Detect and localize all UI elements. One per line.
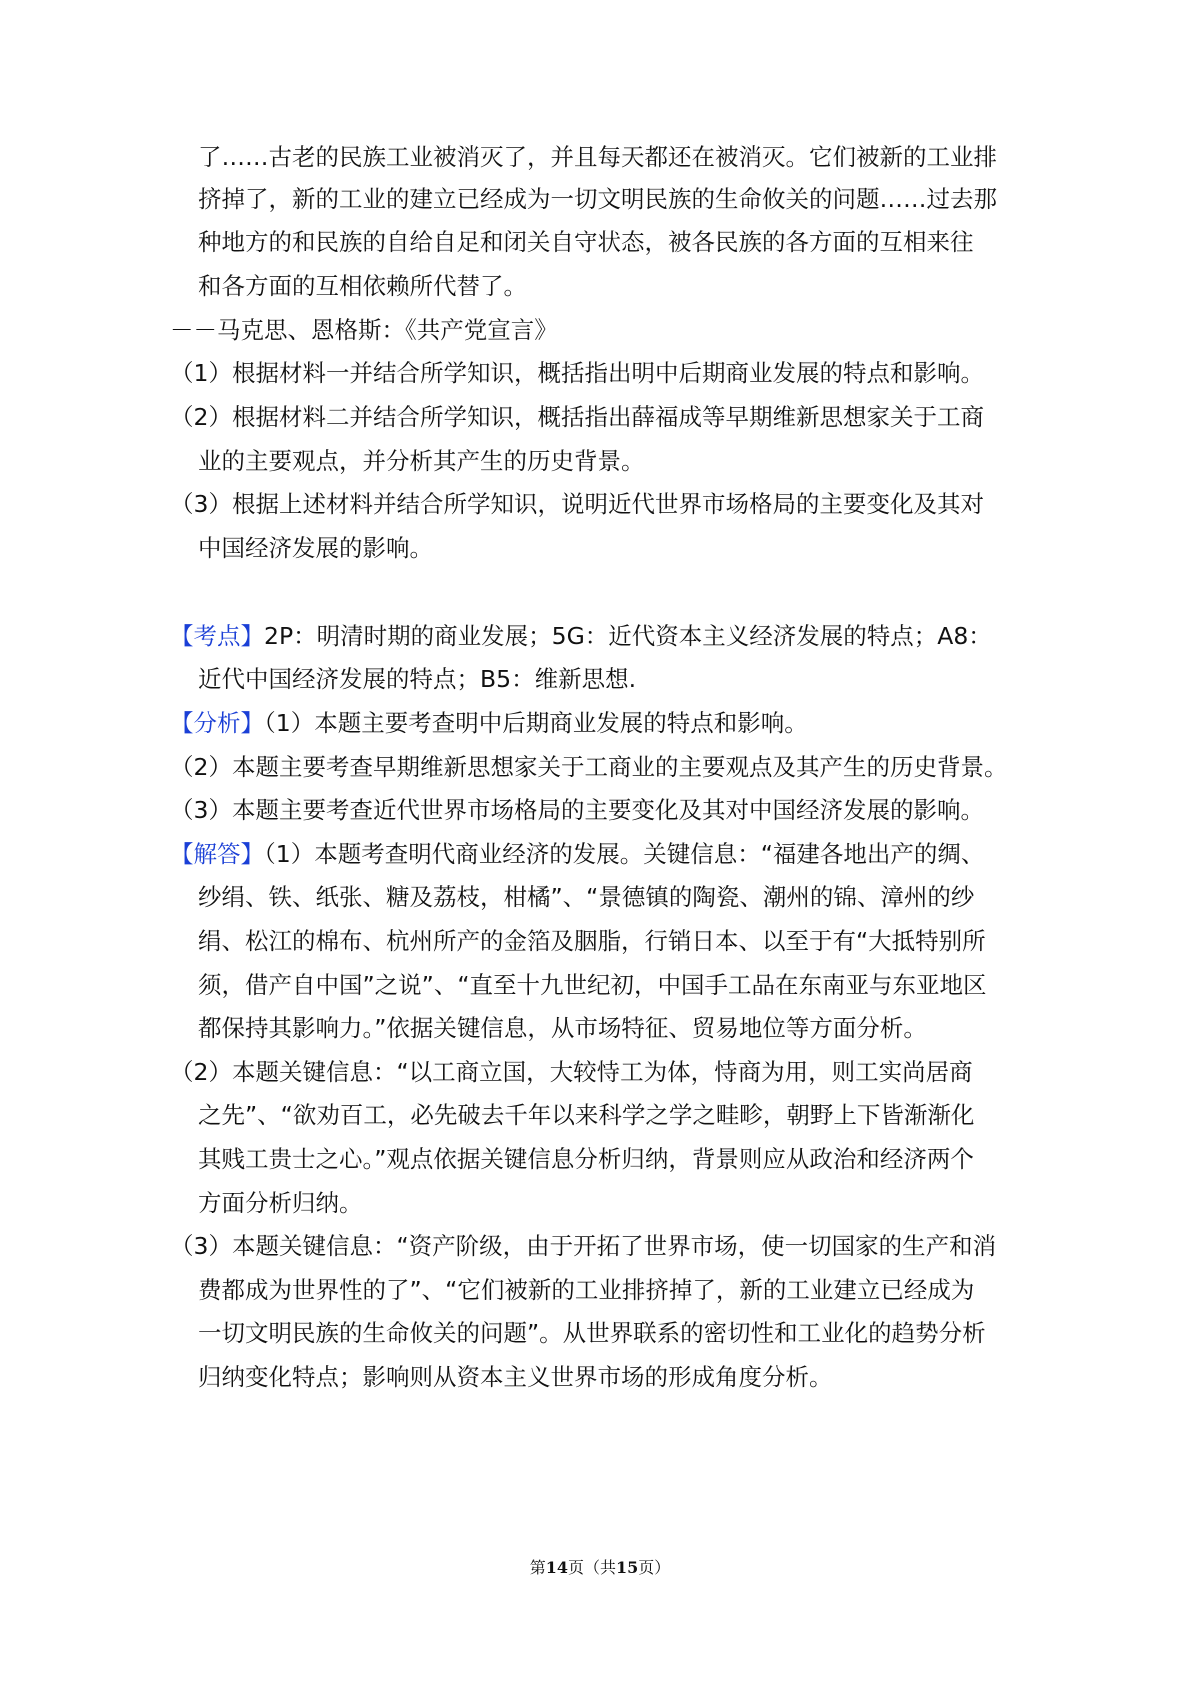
kaodian-text: 近代中国经济发展的特点；B5：维新思想.: [198, 665, 637, 693]
fenxi-section: [170, 699, 808, 747]
total-page-number: 15: [616, 1558, 639, 1577]
jieda-text: （1）本题考查明代商业经济的发展。关键信息：“福建各地出产的绸、: [264, 840, 985, 868]
jieda-text: 纱绢、铁、纸张、糖及荔枝，柑橘”、“景德镇的陶瓷、潮州的锦、漳州的纱: [198, 883, 975, 911]
kaodian-section: [170, 612, 992, 660]
fenxi-text: （2）本题主要考查早期维新思想家关于工商业的主要观点及其产生的历史背景。: [170, 753, 1008, 781]
jieda-text: （2）本题关键信息：“以工商立国，大较恃工为体，恃商为用，则工实尚居商: [170, 1058, 973, 1086]
jieda-text: 其贱工贵士之心。”观点依据关键信息分析归纳，背景则应从政治和经济两个: [198, 1145, 974, 1173]
footer-suffix: 页）: [638, 1558, 671, 1577]
material-line: 种地方的和民族的自给自足和闭关自守状态，被各民族的各方面的互相来往: [198, 228, 974, 256]
material-line: 了……古老的民族工业被消灭了，并且每天都还在被消灭。它们被新的工业排: [198, 143, 997, 171]
fenxi-text: （1）本题主要考查明中后期商业发展的特点和影响。: [264, 709, 808, 737]
kaodian-tag: 【考点】: [170, 622, 264, 650]
question-2-line: 业的主要观点，并分析其产生的历史背景。: [198, 447, 645, 475]
current-page-number: 14: [545, 1558, 568, 1577]
material-line: 和各方面的互相依赖所代替了。: [198, 272, 527, 300]
jieda-text: （3）本题关键信息：“资产阶级，由于开拓了世界市场，使一切国家的生产和消: [170, 1232, 997, 1260]
jieda-text: 之先”、“欲劝百工，必先破去千年以来科学之学之畦畛，朝野上下皆渐渐化: [198, 1101, 975, 1129]
jieda-text: 费都成为世界性的了”、“它们被新的工业排挤掉了，新的工业建立已经成为: [198, 1276, 975, 1304]
page-footer: [0, 1556, 1200, 1580]
question-1: （1）根据材料一并结合所学知识，概括指出明中后期商业发展的特点和影响。: [170, 359, 984, 387]
fenxi-tag: 【分析】: [170, 709, 264, 737]
footer-prefix: 第: [529, 1558, 546, 1577]
question-3-line: （3）根据上述材料并结合所学知识，说明近代世界市场格局的主要变化及其对: [170, 490, 984, 518]
jieda-text: 绢、松江的棉布、杭州所产的金箔及胭脂，行销日本、以至于有“大抵特别所: [198, 927, 986, 955]
jieda-text: 一切文明民族的生命攸关的问题”。从世界联系的密切性和工业化的趋势分析: [198, 1319, 986, 1347]
fenxi-text: （3）本题主要考查近代世界市场格局的主要变化及其对中国经济发展的影响。: [170, 796, 984, 824]
question-3-line: 中国经济发展的影响。: [198, 534, 433, 562]
question-2-line: （2）根据材料二并结合所学知识，概括指出薛福成等早期维新思想家关于工商: [170, 403, 984, 431]
jieda-section: [170, 830, 984, 878]
jieda-tag: 【解答】: [170, 840, 264, 868]
jieda-text: 都保持其影响力。”依据关键信息，从市场特征、贸易地位等方面分析。: [198, 1014, 927, 1042]
kaodian-text: 2P：明清时期的商业发展；5G：近代资本主义经济发展的特点；A8：: [264, 622, 992, 650]
jieda-text: 须，借产自中国”之说”、“直至十九世纪初，中国手工品在东南亚与东亚地区: [198, 971, 987, 999]
footer-middle: 页（共: [567, 1558, 616, 1577]
material-source: －－马克思、恩格斯：《共产党宣言》: [170, 316, 558, 344]
jieda-text: 归纳变化特点；影响则从资本主义世界市场的形成角度分析。: [198, 1363, 833, 1391]
material-line: 挤掉了，新的工业的建立已经成为一切文明民族的生命攸关的问题……过去那: [198, 185, 997, 213]
jieda-text: 方面分析归纳。: [198, 1189, 363, 1217]
